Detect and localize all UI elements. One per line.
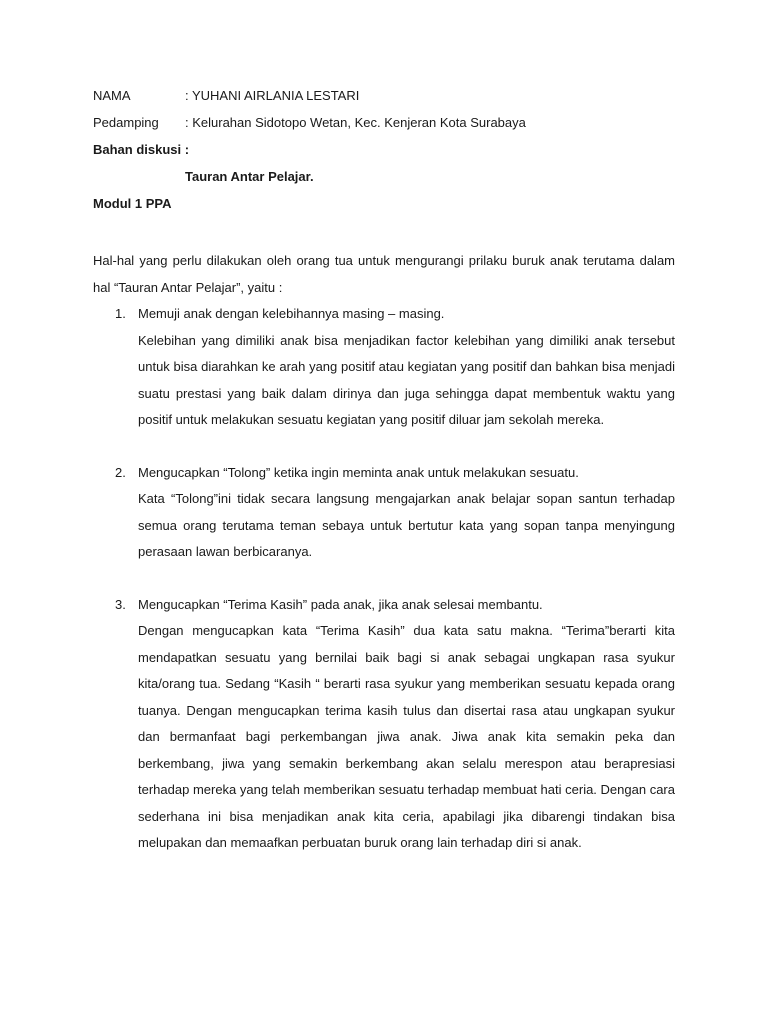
nama-label: NAMA <box>93 88 131 103</box>
bahan-diskusi-label: Bahan diskusi : <box>93 142 190 157</box>
list-number: 1. <box>115 306 126 321</box>
nama-value: : YUHANI AIRLANIA LESTARI <box>185 88 360 103</box>
modul-label: Modul 1 PPA <box>93 196 172 211</box>
nama-row <box>93 86 675 113</box>
pedamping-value: : Kelurahan Sidotopo Wetan, Kec. Kenjeran Kota Surabaya <box>185 115 526 130</box>
list-number: 3. <box>115 596 126 612</box>
list-number: 2. <box>115 464 126 480</box>
document-page <box>93 86 675 857</box>
pedamping-label: Pedamping <box>93 115 159 130</box>
list-item-title: Mengucapkan “Tolong” ketika ingin meminta anak untuk melakukan sesuatu. <box>138 464 579 480</box>
list-item-text: Kata “Tolong”ini tidak secara langsung mengajarkan anak belajar sopan santun terhadap semua orang terutama teman sebaya untuk bertutur kata yang sopan tanpa menyingung perasaan lawan berbicaranya. <box>138 491 675 559</box>
pedamping-row <box>93 113 675 140</box>
list-item-body <box>138 460 675 566</box>
list-item-text: Kelebihan yang dimiliki anak bisa menjadikan factor kelebihan yang dimiliki anak tersebut untuk bisa diarahkan ke arah yang positif atau kegiatan yang positif dan bahkan bisa menjadi suatu prestasi yang baik dalam dirinya dan juga sehingga dapat membentuk waktu yang positif untuk melakukan sesuatu kegiatan yang positif diluar jam sekolah mereka. <box>138 332 675 427</box>
list-item <box>93 460 675 566</box>
list-item <box>93 301 675 434</box>
list-item-title: Mengucapkan “Terima Kasih” pada anak, jika anak selesai membantu. <box>138 596 543 612</box>
list-item-body <box>138 592 675 857</box>
topic-title: Tauran Antar Pelajar. <box>185 169 314 184</box>
intro-paragraph: Hal-hal yang perlu dilakukan oleh orang tua untuk mengurangi prilaku buruk anak terutama dalam hal “Tauran Antar Pelajar”, yaitu : <box>93 253 675 295</box>
list-item-body <box>138 301 675 434</box>
list-item-title: Memuji anak dengan kelebihannya masing – masing. <box>138 306 445 321</box>
list-item-text: Dengan mengucapkan kata “Terima Kasih” dua kata satu makna. “Terima”berarti kita mendapatkan sesuatu yang bernilai baik bagi si anak sebagai ungkapan rasa syukur kita/orang tua. Sedang “Kasih “ berarti rasa syukur yang memberikan sesuatu kepada orang tuanya. Dengan mengucapkan terima kasih tulus dan disertai rasa atau ungkapan syukur dan bermanfaat bagi perkembangan jiwa anak. Jiwa anak kita semakin peka dan berkembang, jiwa yang semakin berkembang akan selalu merespon atau berapresiasi terhadap mereka yang telah memberikan sesuatu terhadap membuat hati ceria. Dengan cara sederhana ini bisa menjadikan anak kita ceria, apabilagi jika dibarengi tindakan bisa melupakan dan memaafkan perbuatan buruk orang lain terhadap diri si anak. <box>138 623 675 850</box>
list-item <box>93 592 675 857</box>
